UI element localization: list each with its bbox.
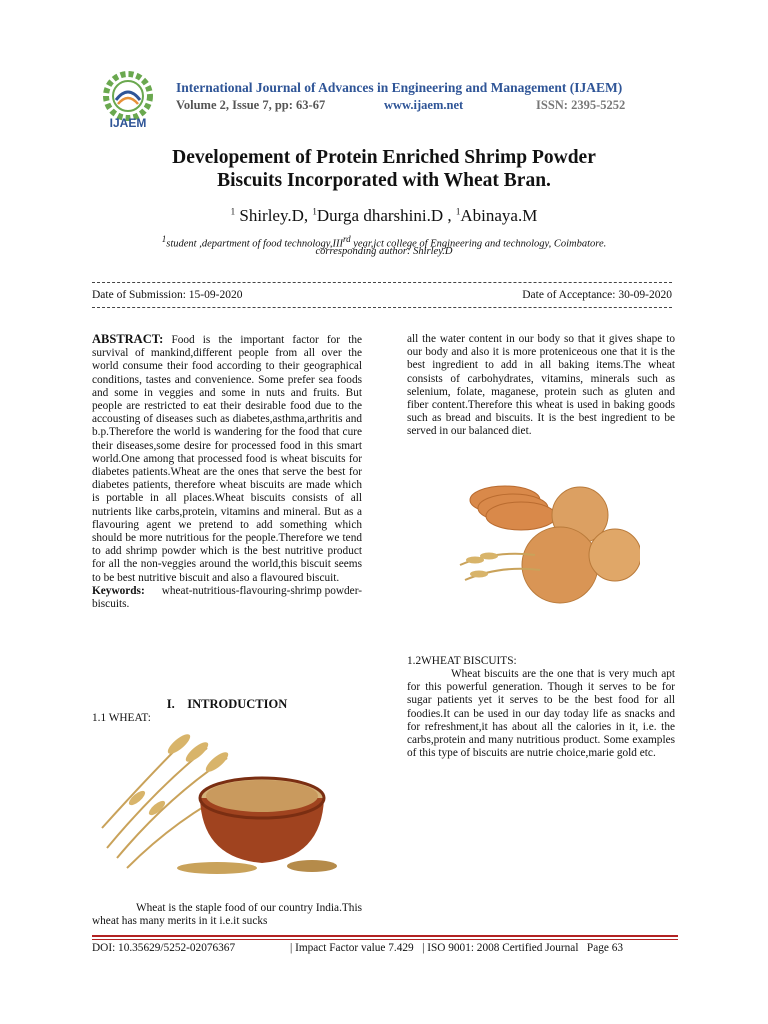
author-sup-1: 1 bbox=[230, 206, 236, 217]
acceptance-date: Date of Acceptance: 30-09-2020 bbox=[522, 289, 672, 301]
footer-rule-thick bbox=[92, 935, 678, 937]
wheat-subheading: 1.1 WHEAT: bbox=[92, 712, 151, 724]
author-2: Durga dharshini.D , bbox=[316, 206, 452, 225]
wheat-paragraph-continued: all the water content in our body so that it gives shape to our body and also it is more proteniceous one that it is the best ingredient to add in all baking items.The wheat consists of carbohydrates, vitamins, minerals such as selenium, folate, maganese, protein such as gluten and fiber content.Therefore this wheat is used in baking goods such as bread and biscuits. It is the best ingredient to be served in our balanced diet. bbox=[407, 333, 675, 438]
wheat-paragraph: Wheat is the staple food of our country India.This wheat has many merits in it i.e.it sucks bbox=[92, 902, 362, 928]
biscuits-image bbox=[455, 470, 640, 615]
author-sup-3: 1 bbox=[455, 206, 461, 217]
dates-row bbox=[92, 289, 672, 301]
abstract-text: Food is the important factor for the survival of mankind,different people from all over the world consume their food according to their geographical conditions, tastes and convenience. Some prefer sea foods and some in veggies and some in nuts and fruits. But people are restricted to eat their desirable food due to the accousting of diseases such as diabetes,asthma,arthritis and b.p.Therefore the world is wandering for the food that cure their diseases,some desire for processed food in this smart world.One among that processed food is wheat biscuits for diabetes patients.Wheat are the ones that serve the best for diabetes patients, therefore wheat biscuits are made which is portable in all places.Wheat biscuits consists of all nutrients like carbs,protein, vitamins and mineral. But as a flavouring agent we pretend to add something which should be more nutritious for the people.Therefore we tend to add shrimp powder which is the best nutritive product for all the non-veggies around the world,this biscuit seems to be best nutritive biscuit and also a flavoured biscuit. bbox=[92, 334, 362, 584]
logo-text: IJAEM bbox=[109, 116, 147, 130]
keywords-text: wheat-nutritious-flavouring-shrimp powder-biscuits. bbox=[92, 584, 362, 611]
author-3: Abinaya.M bbox=[460, 206, 538, 225]
journal-meta bbox=[176, 98, 625, 113]
footer-doi: DOI: 10.35629/5252-02076367 bbox=[92, 942, 236, 954]
wheat-biscuits-paragraph: Wheat biscuits are the one that is very much apt for this powerful generation. Though it serves to be for sugar patients yet it serves to be the best food for all foodies.It can be used in our day today life as snacks and for refreshment,it has about all the calories in it, i.e. the carbs,protein and many nutritious product. Some examples of this type of biscuits are nutrie choice,marie gold etc. bbox=[407, 668, 675, 760]
submission-date: Date of Submission: 15-09-2020 bbox=[92, 289, 243, 301]
journal-website-link[interactable]: www.ijaem.net bbox=[384, 98, 464, 112]
footer-info: | Impact Factor value 7.429 | ISO 9001: 2008 Certified Journal Page 63 bbox=[290, 942, 624, 954]
abstract-section bbox=[92, 333, 362, 611]
journal-issn: ISSN: 2395-5252 bbox=[536, 98, 626, 112]
corresponding-author: corresponding author: Shirley.D bbox=[315, 246, 453, 257]
paper-title-line1: Developement of Protein Enriched Shrimp Powder bbox=[172, 147, 596, 168]
divider-bottom bbox=[92, 307, 672, 308]
ijaem-logo bbox=[96, 70, 160, 130]
journal-title: International Journal of Advances in Engineering and Management (IJAEM) bbox=[176, 80, 623, 95]
page-footer bbox=[92, 942, 678, 954]
affiliation-ordinal: rd bbox=[342, 234, 351, 244]
affiliation-sup: 1 bbox=[161, 234, 167, 244]
footer-rule-thin bbox=[92, 939, 678, 940]
author-list bbox=[84, 206, 684, 226]
introduction-heading: I. INTRODUCTION bbox=[166, 697, 288, 711]
wheat-bowl-image bbox=[97, 728, 339, 878]
author-1: Shirley.D, bbox=[235, 206, 313, 225]
paper-title-line2: Biscuits Incorporated with Wheat Bran. bbox=[217, 170, 551, 191]
abstract-label: ABSTRACT: bbox=[92, 332, 164, 346]
author-sup-2: 1 bbox=[312, 206, 317, 217]
affiliation-text-1: student ,department of food technology,III bbox=[166, 238, 343, 250]
journal-volume: Volume 2, Issue 7, pp: 63-67 bbox=[176, 98, 326, 112]
keywords-label: Keywords: bbox=[92, 584, 145, 597]
wheat-biscuits-subheading: 1.2WHEAT BISCUITS: bbox=[407, 655, 517, 667]
affiliation-text-2: year,jct college of Engineering and technology, Coimbatore. bbox=[350, 238, 607, 250]
divider-top bbox=[92, 282, 672, 283]
paper-title bbox=[84, 146, 684, 192]
